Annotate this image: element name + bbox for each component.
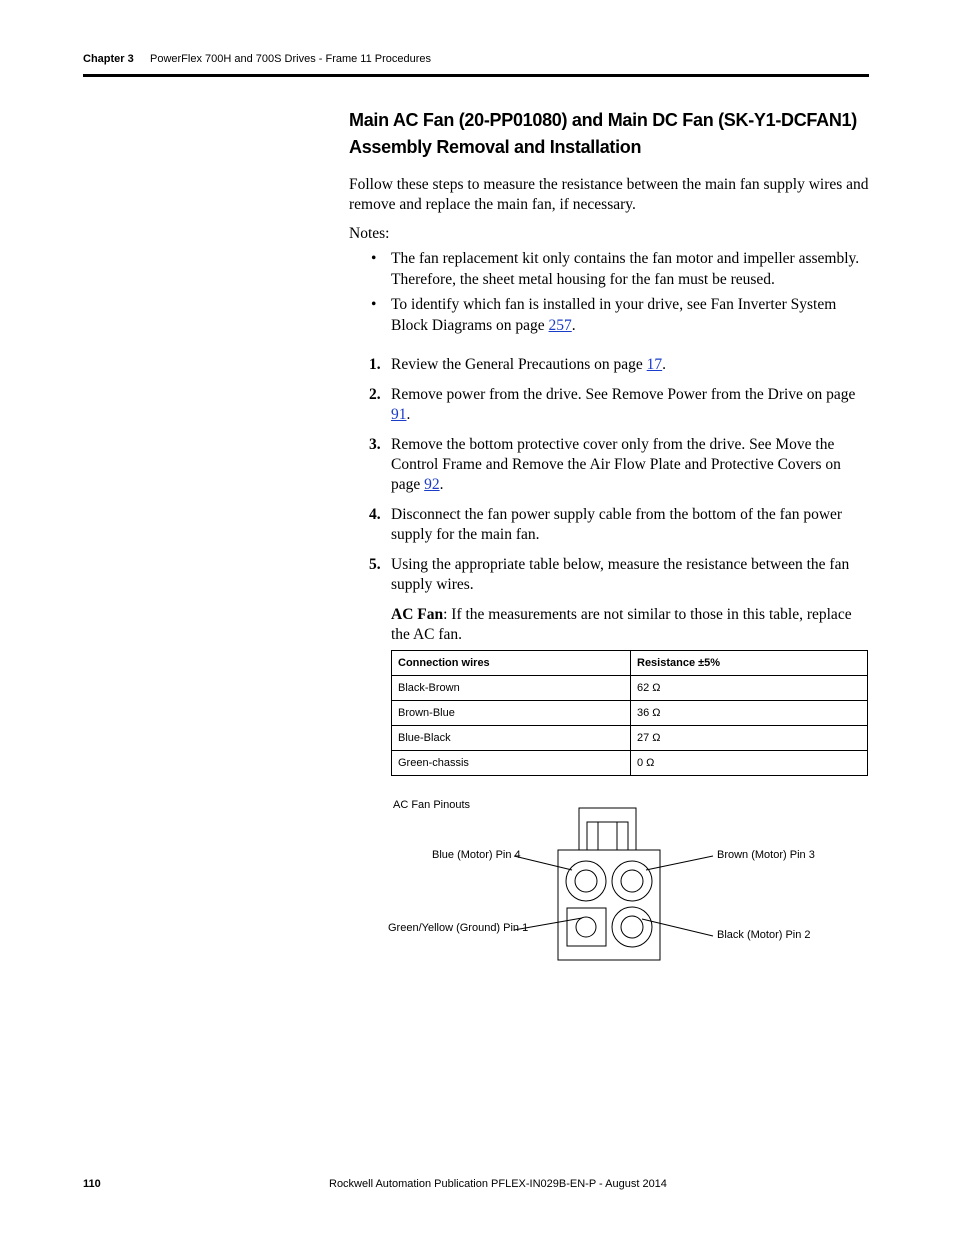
step-number: 1. [369, 356, 381, 373]
leader-line-pin-3 [646, 856, 713, 870]
table-cell: 36 Ω [631, 701, 868, 726]
section-title: Main AC Fan (20-PP01080) and Main DC Fan (SK-Y1-DCFAN1) Assembly Removal and Installation [349, 110, 857, 157]
step-item [349, 555, 869, 595]
step-after: . [406, 406, 411, 423]
step-text: Using the appropriate table below, measure the resistance between the fan supply wires. [391, 556, 850, 593]
page-link-92[interactable]: 92 [424, 476, 440, 493]
page-number: 110 [83, 1178, 101, 1190]
page-link-91[interactable]: 91 [391, 406, 407, 423]
table-cell: Black-Brown [392, 676, 631, 701]
table-row [392, 701, 868, 726]
header-title: PowerFlex 700H and 700S Drives - Frame 11 Procedures [150, 53, 432, 65]
pin-3-outer [612, 861, 652, 901]
note-text: To identify which fan is installed in your drive, see Fan Inverter System Block Diagrams on page [391, 296, 837, 334]
table-row [392, 726, 868, 751]
running-header [83, 53, 432, 65]
ac-fan-text: : If the measurements are not similar to those in this table, replace the AC fan. [391, 606, 852, 643]
pin-label-blue: Blue (Motor) Pin 4 [432, 849, 521, 861]
pin-2-inner [621, 916, 643, 938]
table-row [392, 676, 868, 701]
leader-line-pin-2 [642, 919, 713, 936]
pin-1-square [567, 908, 606, 946]
table-cell: 27 Ω [631, 726, 868, 751]
step-item [349, 435, 869, 495]
page-link-17[interactable]: 17 [646, 356, 663, 373]
table-header-row [392, 651, 868, 676]
step-text: Remove the bottom protective cover only from the drive. See Move the Control Frame and Remove the Air Flow Plate and Protective Covers on page [391, 436, 841, 493]
table-cell: 62 Ω [631, 676, 868, 701]
step-text: Remove power from the drive. See Remove Power from the Drive on page [391, 386, 856, 403]
step-after: . [439, 476, 444, 493]
bullet: • [371, 296, 377, 313]
note-text: The fan replacement kit only contains the fan motor and impeller assembly. Therefore, the sheet metal housing for the fan must be reused. [391, 250, 860, 288]
pin-label-black: Black (Motor) Pin 2 [717, 929, 811, 941]
note-after: . [571, 316, 576, 334]
ac-fan-pinout-diagram [380, 800, 820, 970]
publication-info: Rockwell Automation Publication PFLEX-IN029B-EN-P - August 2014 [329, 1178, 667, 1190]
step-number: 2. [369, 386, 381, 403]
pin-4-outer [566, 861, 606, 901]
step-after: . [662, 356, 667, 373]
connector-latch [579, 808, 636, 850]
pin-label-green-yellow: Green/Yellow (Ground) Pin 1 [388, 922, 529, 934]
page-link-257[interactable]: 257 [548, 316, 572, 334]
connector-body [558, 850, 660, 960]
pin-1-inner [576, 917, 596, 937]
step-item [349, 385, 869, 425]
step-number: 5. [369, 556, 381, 573]
step-text: Disconnect the fan power supply cable from the bottom of the fan power supply for the main fan. [391, 506, 843, 543]
table-cell: 0 Ω [631, 751, 868, 776]
ac-fan-paragraph [349, 605, 869, 645]
connector-latch-inner [587, 822, 628, 850]
note-item [349, 295, 869, 336]
steps-list [349, 355, 869, 595]
leader-line-pin-4 [514, 856, 572, 870]
resistance-table [391, 650, 868, 776]
notes-label: Notes: [349, 225, 390, 242]
table-cell: Blue-Black [392, 726, 631, 751]
step-item [349, 355, 869, 375]
table-cell: Green-chassis [392, 751, 631, 776]
notes-list [349, 249, 869, 336]
step-number: 3. [369, 436, 381, 453]
bullet: • [371, 250, 377, 267]
header-rule [83, 74, 869, 77]
figure-label: AC Fan Pinouts [393, 799, 471, 811]
pin-2-outer [612, 907, 652, 947]
step-text: Review the General Precautions on page [391, 356, 647, 373]
pin-4-inner [575, 870, 597, 892]
step-number: 4. [369, 506, 381, 523]
chapter-label: Chapter 3 [83, 53, 134, 65]
pin-label-brown: Brown (Motor) Pin 3 [717, 849, 815, 861]
table-row [392, 751, 868, 776]
table-cell: Brown-Blue [392, 701, 631, 726]
pin-3-inner [621, 870, 643, 892]
main-column [349, 107, 869, 645]
column-header: Resistance ±5% [631, 651, 868, 676]
ac-fan-label: AC Fan [391, 606, 444, 623]
step-item [349, 505, 869, 545]
note-item [349, 249, 869, 290]
column-header: Connection wires [392, 651, 631, 676]
intro-paragraph: Follow these steps to measure the resistance between the main fan supply wires and remove and replace the main fan, if necessary. [349, 176, 869, 213]
